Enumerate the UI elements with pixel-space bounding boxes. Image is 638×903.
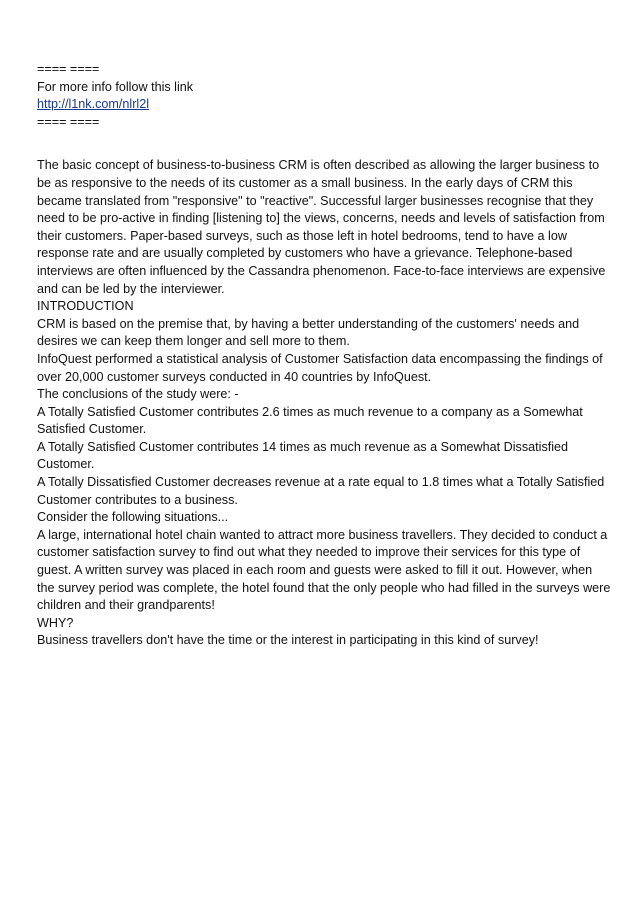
paragraph-conclusions: The conclusions of the study were: - [37, 387, 239, 402]
paragraph-finding-1: A Totally Satisfied Customer contributes 2.6 times as much revenue to a company as a Somewhat Satisfied Customer. [37, 404, 583, 437]
paragraph-infoquest: InfoQuest performed a statistical analysis of Customer Satisfaction data encompassing the findings of over 20,000 customer surveys conducted in 40 countries by InfoQuest. [37, 351, 603, 384]
info-line: For more info follow this link [37, 79, 194, 94]
paragraph-consider: Consider the following situations... [37, 510, 229, 525]
paragraph-why: WHY? [37, 615, 74, 630]
document-page [37, 61, 612, 650]
separator-top: ==== ==== [37, 62, 100, 76]
paragraph-crm: CRM is based on the premise that, by having a better understanding of the customers' needs and desires we can keep them longer and sell more to them. [37, 316, 580, 349]
info-link[interactable]: http://l1nk.com/nlrl2l [37, 97, 149, 112]
paragraph-finding-2: A Totally Satisfied Customer contributes 14 times as much revenue as a Somewhat Dissatisfied Customer. [37, 439, 569, 472]
paragraph-finding-3: A Totally Dissatisfied Customer decreases revenue at a rate equal to 1.8 times what a Totally Satisfied Customer contributes to a business. [37, 475, 605, 507]
separator-bottom: ==== ==== [37, 114, 100, 129]
section-heading-introduction: INTRODUCTION [37, 299, 134, 314]
intro-paragraph: The basic concept of business-to-business CRM is often described as allowing the larger business to be as responsive to the needs of its customer as a small business. In the early days of CRM this became translated from "responsive" to "reactive". Successful larger businesses recognise that they need to be pro-active in finding [listening to] the views, concerns, needs and levels of satisfaction from their customers. Paper-based surveys, such as those left in hotel bedrooms, tend to have a low response rate and are usually completed by customers who have a grievance. Telephone-based interviews are often influenced by the Cassandra phenomenon. Face-to-face interviews are expensive and can be led by the interviewer. [37, 158, 606, 296]
spacer [37, 131, 612, 157]
paragraph-hotel: A large, international hotel chain wanted to attract more business travellers. They decided to conduct a customer satisfaction survey to find out what they needed to improve their services for this type of guest. A written survey was placed in each room and guests were asked to fill it out. However, when the survey period was complete, the hotel found that the only people who had filled in the surveys were children and their grandparents! [37, 527, 611, 613]
paragraph-answer: Business travellers don't have the time or the interest in participating in this kind of survey! [37, 633, 539, 648]
